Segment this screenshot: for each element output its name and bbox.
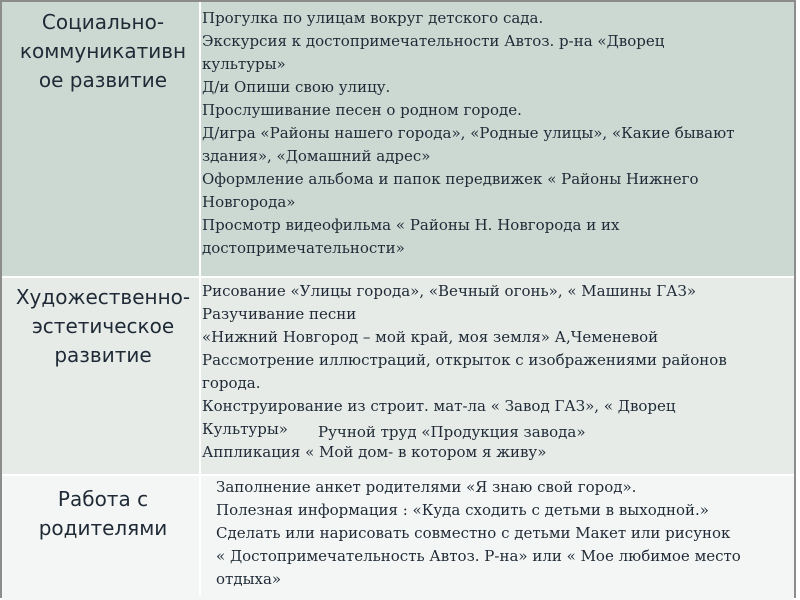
content-line: « Достопримечательность Автоз. Р-на» или « Мое любимое место bbox=[216, 547, 741, 565]
table-row-art bbox=[2, 277, 794, 475]
content-line: Заполнение анкет родителями «Я знаю свой город». bbox=[216, 478, 637, 496]
content-line: «Нижний Новгород – мой край, моя земля» А,Чеменевой bbox=[202, 328, 659, 346]
content-line: Полезная информация : «Куда сходить с детьми в выходной.» bbox=[216, 501, 709, 519]
heading-line: коммуникативн bbox=[19, 39, 187, 63]
heading-line: ое развитие bbox=[38, 68, 168, 92]
content-line: Рассмотрение иллюстраций, открыток с изображениями районов bbox=[202, 351, 727, 369]
heading-line: Художественно- bbox=[15, 285, 191, 309]
table-row-parents bbox=[2, 475, 794, 600]
content-line: здания», «Домашний адрес» bbox=[202, 147, 431, 165]
content-line: Рисование «Улицы города», «Вечный огонь», « Машины ГАЗ» bbox=[202, 282, 697, 300]
content-line: Разучивание песни bbox=[202, 305, 357, 323]
row-content-social bbox=[202, 7, 788, 260]
row-divider bbox=[2, 474, 794, 476]
content-line: Культуры» bbox=[202, 420, 288, 438]
content-line: отдыха» bbox=[216, 570, 282, 588]
column-divider bbox=[199, 2, 201, 596]
content-line: Прослушивание песен о родном городе. bbox=[202, 101, 522, 119]
row-heading-art bbox=[2, 283, 200, 370]
content-line: Д/игра «Районы нашего города», «Родные улицы», «Какие бывают bbox=[202, 124, 735, 142]
content-line: Экскурсия к достопримечательности Автоз. р-на «Дворец bbox=[202, 32, 665, 50]
heading-line: Социально- bbox=[41, 10, 165, 34]
content-line: Просмотр видеофильма « Районы Н. Новгорода и их bbox=[202, 216, 620, 234]
heading-line: Работа с bbox=[57, 487, 149, 511]
content-line: Оформление альбома и папок передвижек « Районы Нижнего bbox=[202, 170, 699, 188]
heading-line: эстетическое bbox=[31, 314, 175, 338]
content-line: Сделать или нарисовать совместно с детьми Макет или рисунок bbox=[216, 524, 731, 542]
content-line: города. bbox=[202, 374, 261, 392]
content-line: культуры» bbox=[202, 55, 286, 73]
row-heading-parents bbox=[2, 485, 200, 543]
content-line: Д/и Опиши свою улицу. bbox=[202, 78, 391, 96]
content-line: Прогулка по улицам вокруг детского сада. bbox=[202, 9, 544, 27]
table-row-social bbox=[2, 2, 794, 277]
row-heading-social bbox=[2, 8, 200, 95]
heading-line: развитие bbox=[54, 343, 152, 367]
row-content-parents bbox=[216, 476, 788, 591]
content-line: достопримечательности» bbox=[202, 239, 405, 257]
content-line: Аппликация « Мой дом- в котором я живу» bbox=[202, 443, 547, 461]
overlay-text-handicraft: Ручной труд «Продукция завода» bbox=[318, 423, 586, 441]
content-line: Новгорода» bbox=[202, 193, 296, 211]
row-divider bbox=[2, 276, 794, 278]
heading-line: родителями bbox=[38, 516, 168, 540]
content-line: Конструирование из строит. мат-ла « Завод ГАЗ», « Дворец bbox=[202, 397, 676, 415]
